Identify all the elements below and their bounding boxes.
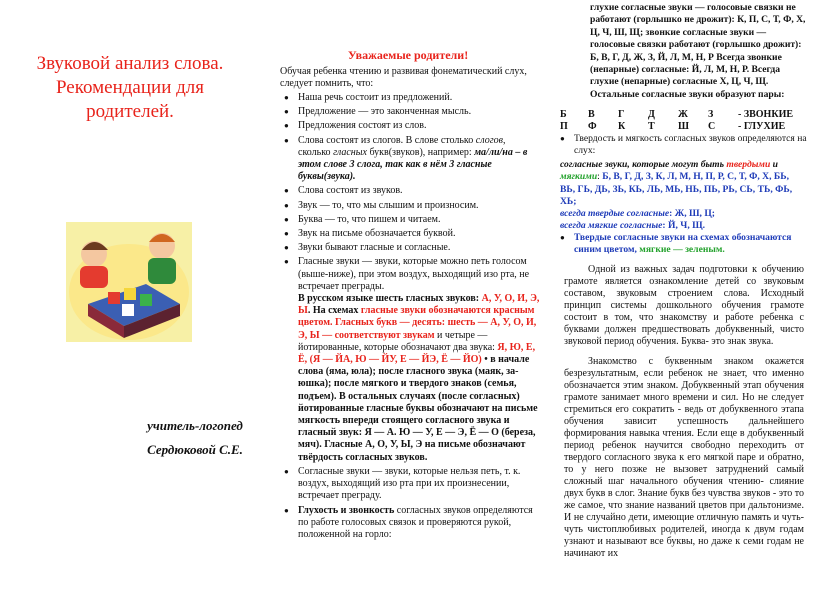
kids-book-illustration xyxy=(66,222,192,342)
left-column xyxy=(0,0,270,590)
paragraph: Знакомство с буквенным знаком окажется безрезультатным, если ребенок не знает, что именно обозначается этим знаком. Добуквенный этап обучения грамоте занимает много времени и сил. Но не следует стремиться его сократить - ведь от добуквенного этапа обучения зависит успешность дальнейшего формирования навыка чтения. Если еще в добуквенный период ребенок научится свободно переходить от твердого согласного звука к его мягкой паре и обратно, то у него позже не вызовет затруднений самый сложный шаг начального обучения чтению- слияние двух букв в слог. Знание букв без чувства звуков - это то же самое, что знание названий цветов при дальтонизме. И не случайно дети, имеющие отличную память и чуть-чуть чистоплюбивых родителей, иногда к двум годам узнают и называют все буквы, но даже к семи годам не начинают их xyxy=(564,356,804,560)
example-text: ма/ли/на – в этом слове 3 слога, так как в нём 3 гласные буквы(звука). xyxy=(298,146,528,183)
softness-list xyxy=(546,133,814,157)
pair-cell: З xyxy=(708,109,714,121)
author-name: Сердюковой С.Е. xyxy=(147,442,243,457)
pair-cell: В xyxy=(588,109,595,121)
list-item: ● Слова состоят из звуков. xyxy=(284,185,540,197)
pair-cell: К xyxy=(618,121,626,133)
pair-cell: Ф xyxy=(588,121,597,133)
list-item: ● Твердые согласные звуки на схемах обозначаются синим цветом, мягкие — зеленым. xyxy=(560,232,810,256)
section-heading: Уважаемые родители! xyxy=(347,48,469,62)
brochure-title: Звуковой анализ слова. Рекомендации для родителей. xyxy=(36,53,224,122)
list-item: ● Слова состоят из слогов. В слове столько слогов, сколько гласных букв(звуков), например: ма/ли/на – в этом слове 3 слога, так как в нём 3 гласные буквы(звука). xyxy=(284,135,540,184)
list-item: ● Гласные звуки — звуки, которые можно петь голосом (выше-ниже), при этом воздух, выходящий изо рта, не встречает преграды. В русском языке шесть гласных звуков: А, У, О, И, Э, Ы. На схемах гласные звуки обозначаются красным цветом. Гласных букв — десять: шесть — А, У, О, И, Э, Ы — соответствуют звукам и четыре — йотированные, которые обозначают два звука: Я, Ю, Е, Ё, (Я — ЙА, Ю — ЙУ, Е — ЙЭ, Ё — ЙО) • в начале слова (яма, юла); после гласного звука (маяк, за-юшка); после мягкого и твердого знаков (семья, подъем). В остальных случаях (после согласных) йотированные гласные буквы обозначают на письме мягкость впереди стоящего согласного звука и гласный звук: Я — А. Ю — У, Е — Э, Ё — О (береза, мяч). Гласные А, О, У, Ы, Э на письме обозначают твёрдость согласных звуков. xyxy=(284,256,540,463)
right-column xyxy=(546,0,814,590)
pair-cell: С xyxy=(708,121,716,133)
pair-cell: Ш xyxy=(678,121,689,133)
intro-text: Обучая ребенка чтению и развивая фонематический слух, следует помнить, что: xyxy=(280,66,527,89)
list-item: ● Твердость и мягкость согласных звуков определяются на слух: xyxy=(560,133,810,157)
voicing-text: глухие согласные звуки — голосовые связки не работают (горлышко не дрожит): К, П, С, Т, Ф, Х, Ц, Ч, Ш, Щ; звонкие согласные звуки — голосовые связки работают (горлышко дрожит): Б, В, Г, Д, Ж, З, Й, Л, М, Н, Р Всегда звонкие (непарные) согласные: Й, Л, М, Н, Р. Всегда глухие (непарные) согласные Х, Ц, Ч, Щ. Остальные согласные звуки образуют пары: xyxy=(590,2,806,100)
pair-cell: Г xyxy=(618,109,625,121)
pair-cell: Б xyxy=(560,109,567,121)
list-item: ● Звуки бывают гласные и согласные. xyxy=(284,242,540,254)
pair-cell: Д xyxy=(648,109,655,121)
list-item: ● Предложение — это законченная мысль. xyxy=(284,106,540,118)
pair-cell: П xyxy=(560,121,568,133)
author-role: учитель-логопед xyxy=(147,418,243,433)
pair-cell: Ж xyxy=(678,109,688,121)
list-item: ● Буква — то, что пишем и читаем. xyxy=(284,214,540,226)
pair-label: - ГЛУХИЕ xyxy=(738,121,786,133)
paragraph: Одной из важных задач подготовки к обучению грамоте является ознакомление детей со звуковым составом, звуковым строением слова. Исходный принцип системы дошкольного обучения грамоте состоит в том, что знакомству и работе ребенка с буквами должен предшествовать добуквенный, чисто звуковой период обучения. Буква- это знак звука. xyxy=(564,264,804,348)
rules-list xyxy=(272,92,544,541)
pair-cell: Т xyxy=(648,121,655,133)
list-item: ● Глухость и звонкость согласных звуков определяются по работе голосовых связок и проверяются рукой, положенной на горло: xyxy=(284,505,540,542)
list-item: ● Предложения состоят из слов. xyxy=(284,120,540,132)
softness-details: согласные звуки, которые могут быть твердыми и мягкими: Б, В, Г, Д, З, К, Л, М, Н, П, Р, С, Т, Ф, Х, БЬ, ВЬ, ГЬ, ДЬ, ЗЬ, КЬ, ЛЬ, МЬ, НЬ, ПЬ, РЬ, СЬ, ТЬ, ФЬ, ХЬ; всегда твердые согласные: Ж, Ш, Ц; всегда мягкие согласные: Й, Ч, Щ. xyxy=(560,159,793,232)
list-item: ● Согласные звуки — звуки, которые нельзя петь, т. к. воздух, выходящий изо рта при их произнесении, встречает преграду. xyxy=(284,466,540,503)
middle-column xyxy=(272,0,544,590)
list-item: ● Звук — то, что мы слышим и произносим. xyxy=(284,200,540,212)
list-item: ● Звук на письме обозначается буквой. xyxy=(284,228,540,240)
scheme-list xyxy=(546,232,814,256)
consonant-pairs-table xyxy=(560,109,806,133)
pair-label: - ЗВОНКИЕ xyxy=(738,109,794,121)
list-item: ● Наша речь состоит из предложений. xyxy=(284,92,540,104)
